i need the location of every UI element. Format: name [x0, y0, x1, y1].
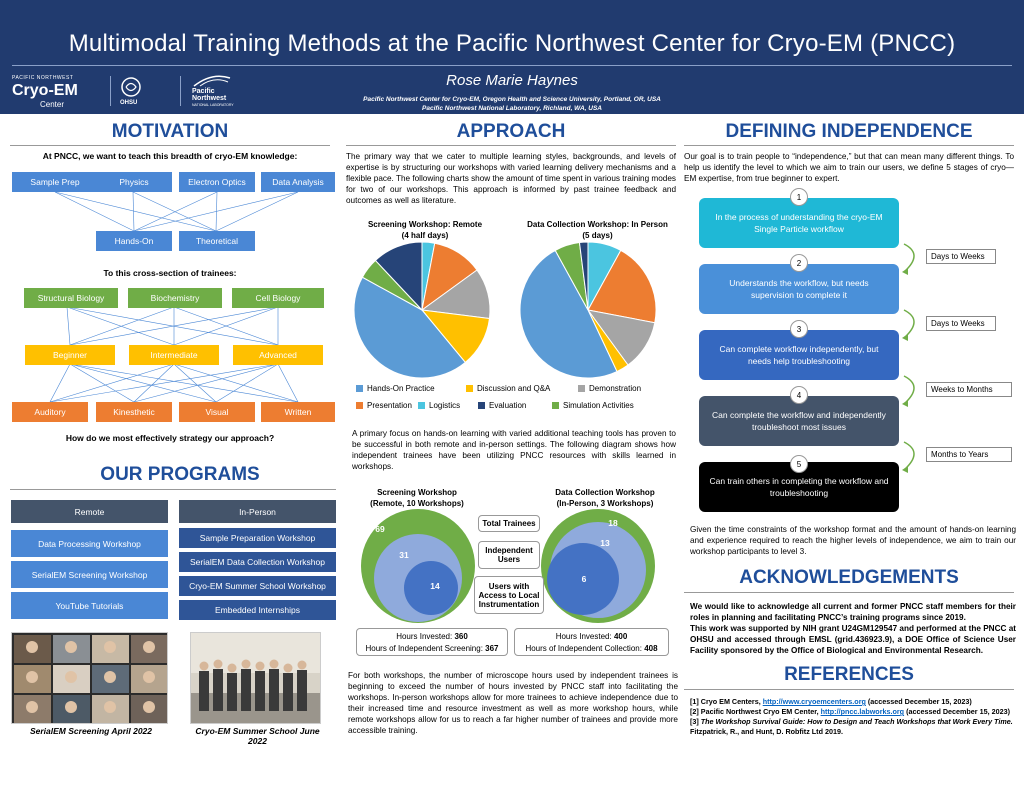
progress-arrows: [900, 240, 930, 480]
motivation-question: How do we most effectively strategy our approach?: [65, 433, 275, 443]
ref3-title: The Workshop Survival Guide: How to Design and Teach Workshops that Work Every Time.: [700, 717, 1013, 726]
pie1-title: [350, 219, 500, 241]
stage-4-number: 4: [790, 386, 808, 404]
independence-conclusion: Given the time constraints of the workshop format and the amount of hands-on learning and experience required to reach the higher levels of independence, we aim to train our workshop participants to level 3.: [690, 525, 1016, 556]
motivation-connectors: [0, 0, 340, 440]
pie2-title-line2: (5 days): [582, 231, 613, 240]
refs-rule: [684, 689, 1014, 690]
legend-label-discussion: Discussion and Q&A: [477, 384, 551, 393]
legend-swatch-presentation: [356, 402, 363, 409]
poster-title: Multimodal Training Methods at the Pacific Northwest Center for Cryo-EM (PNCC): [68, 30, 956, 57]
reference-1: [690, 697, 1016, 707]
topic-physics: Physics: [96, 172, 172, 192]
pie1-title-line1: Screening Workshop: Remote: [367, 220, 483, 229]
venn-label-independent: Independent Users: [478, 541, 540, 569]
trainees-intro: To this cross-section of trainees:: [103, 268, 237, 278]
arrow-1-2: [904, 244, 914, 272]
venn-left-title-line1: Screening Workshop: [377, 488, 457, 497]
pie-screening-remote: [354, 242, 490, 378]
photo-caption-1: SerialEM Screening April 2022: [29, 726, 153, 736]
left-ind-label: Hours of Independent Screening:: [365, 644, 486, 653]
legend-simulation: [552, 401, 664, 410]
ref3-prefix: [3]: [690, 717, 701, 726]
right-ind-label: Hours of Independent Collection:: [525, 644, 645, 653]
logo-pnnl-text-b: Northwest: [192, 95, 227, 102]
legend-presentation: [356, 401, 418, 410]
program-summer-school: Cryo-EM Summer School Workshop: [179, 576, 336, 596]
venn-label-access: Users with Access to Local Instrumentation: [474, 576, 544, 614]
style-visual: Visual: [179, 402, 255, 422]
pie2-title: [515, 219, 680, 241]
stage-1: In the process of understanding the cryo-EM Single Particle workflow: [699, 198, 899, 248]
pie2-title-line1: Data Collection Workshop: In Person: [527, 220, 668, 229]
photo-caption-2: Cryo-EM Summer School June 2022: [195, 726, 320, 746]
field-biochemistry: Biochemistry: [128, 288, 222, 308]
venn-left-title-line2: (Remote, 10 Workshops): [370, 499, 464, 508]
stage-1-number: 1: [790, 188, 808, 206]
ack-text-2: This work was supported by NIH grant U24GM129547 and performed at the PNCC at OHSU and accessed through EMSL (grid.436923.9), a DOE Office of Science User Facility sponsored by the Office of Biological and Environmental Research.: [690, 624, 1016, 655]
ref2-link[interactable]: http://pncc.labworks.org: [820, 707, 905, 716]
program-serialem-data-collection: SerialEM Data Collection Workshop: [179, 552, 336, 572]
left-ind-value: 367: [485, 644, 499, 653]
logo-pncc-top: PACIFIC NORTHWEST: [12, 75, 74, 81]
approach-para-3: For both workshops, the number of microscope hours used by independent trainees is beginning to exceed the number of hours invested by PNCC staff into facilitating the workshops. In-person workshops allow for more trainees to achieve independence due to their increased time and resource investment as well as more workshop hours, while remote workshops allow for us to reach a far higher number of trainees and provide more accessible training.: [348, 671, 678, 735]
pie-legend: [356, 384, 676, 410]
level-intermediate: Intermediate: [129, 345, 219, 365]
venn-left-hours: [356, 628, 508, 656]
programs-rule: [10, 489, 336, 490]
mode-hands-on: Hands-On: [96, 231, 172, 251]
approach-rule: [346, 145, 676, 146]
right-hours-value: 400: [613, 632, 628, 641]
approach-para-2: A primary focus on hands-on learning with varied additional teaching tools has proven to be successful in both remote and in-person settings. The following diagram shows how independent trainees have been utilizing PNCC resources with skills learned in workshops.: [352, 429, 676, 471]
ref3-authors: Fitzpatrick, R., and Hunt, D. Robfitz Ltd 2019.: [690, 727, 843, 736]
venn-label-total: Total Trainees: [478, 515, 540, 532]
legend-swatch-discussion: [466, 385, 473, 392]
stage-5: Can train others in completing the workflow and troubleshooting: [699, 462, 899, 512]
legend-label-simulation: Simulation Activities: [563, 401, 634, 410]
ack-text-1: We would like to acknowledge all current and former PNCC staff members for their roles in planning and facilitating PNCC’s training programs since 2019.: [690, 602, 1016, 622]
programs-heading: OUR PROGRAMS: [100, 464, 260, 485]
author-name: Rose Marie Haynes: [446, 72, 578, 89]
field-cell-biology: Cell Biology: [232, 288, 324, 308]
stage-2-number: 2: [790, 254, 808, 272]
ref2-suffix: (accessed December 15, 2023): [904, 707, 1010, 716]
motivation-intro: At PNCC, we want to teach this breadth of cryo-EM knowledge:: [42, 151, 298, 161]
venn-right-total-value: 18: [608, 518, 618, 528]
reference-3: [690, 717, 1016, 737]
ref1-suffix: (accessed December 15, 2023): [865, 697, 972, 706]
motivation-heading: MOTIVATION: [111, 121, 229, 142]
independence-heading: DEFINING INDEPENDENCE: [725, 121, 973, 142]
pie-data-collection-inperson: [520, 242, 656, 378]
approach-heading: APPROACH: [456, 121, 566, 142]
pie1-title-line2: (4 half days): [401, 231, 449, 240]
logo-pncc-sub: Center: [40, 100, 65, 109]
stage-5-number: 5: [790, 455, 808, 473]
style-auditory: Auditory: [12, 402, 88, 422]
logo-pnnl-text-c: NATIONAL LABORATORY: [192, 103, 234, 107]
venn-left-access-value: 14: [430, 581, 440, 591]
venn-left-title: [352, 487, 482, 509]
stage-2: Understands the workflow, but needs supervision to complete it: [699, 264, 899, 314]
left-hours-label: Hours Invested:: [396, 632, 455, 641]
legend-label-demonstration: Demonstration: [589, 384, 642, 393]
programs-remote-header: Remote: [11, 500, 168, 523]
style-written: Written: [261, 402, 335, 422]
legend-label-hands-on: Hands-On Practice: [367, 384, 435, 393]
summer-school-photo: [190, 632, 321, 724]
arrow-3-4: [904, 376, 914, 404]
programs-inperson-header: In-Person: [179, 500, 336, 523]
logo-pnnl-text-a: Pacific: [192, 88, 215, 95]
topic-data-analysis: Data Analysis: [261, 172, 335, 192]
legend-swatch-demonstration: [578, 385, 585, 392]
legend-logistics: [418, 401, 478, 410]
style-kinesthetic: Kinesthetic: [96, 402, 172, 422]
ack-heading: ACKNOWLEDGEMENTS: [739, 567, 959, 588]
timing-2: Days to Weeks: [926, 316, 996, 331]
venn-right-access-value: 6: [581, 574, 587, 584]
program-sample-prep: Sample Preparation Workshop: [179, 528, 336, 548]
logo-ohsu-text: OHSU: [120, 100, 138, 106]
level-advanced: Advanced: [233, 345, 323, 365]
affiliation-1: Pacific Northwest Center for Cryo-EM, Oregon Health and Science University, Portland, OR, USA: [363, 96, 661, 103]
right-ind-value: 408: [644, 644, 658, 653]
legend-hands-on: [356, 384, 466, 393]
program-serialem-screening: SerialEM Screening Workshop: [11, 561, 168, 588]
legend-label-presentation: Presentation: [367, 401, 412, 410]
venn-left-independent-value: 31: [399, 550, 409, 560]
legend-label-logistics: Logistics: [429, 401, 461, 410]
logo-pncc-main: Cryo-EM: [12, 82, 78, 99]
field-structural-biology: Structural Biology: [24, 288, 118, 308]
venn-right-hours: [514, 628, 669, 656]
independence-intro: Our goal is to train people to “independence,” but that can mean many different things. To help us identify the level to which we aim to train our users, we define 5 stages of cryo—EM expertise, from true beginner to expert.: [684, 152, 1014, 183]
ref1-link[interactable]: http://www.cryoemcenters.org: [762, 697, 866, 706]
topic-electron-optics: Electron Optics: [179, 172, 255, 192]
workshop-pie-charts: [346, 240, 676, 380]
approach-para-1: The primary way that we cater to multiple learning styles, backgrounds, and levels of expertise is by structuring our workshops with varied learning delivery mechanisms and a flexible pace. The following charts show the amount of time spent in various training modes for two of our workshops. This approach is informed by past trainee feedback and outcomes as well as literature.: [346, 152, 676, 205]
legend-label-evaluation: Evaluation: [489, 401, 527, 410]
right-hours-label: Hours Invested:: [555, 632, 614, 641]
venn-left-total-value: 69: [375, 524, 385, 534]
timing-3: Weeks to Months: [926, 382, 1012, 397]
program-data-processing: Data Processing Workshop: [11, 530, 168, 557]
ref1-prefix: [1] Cryo EM Centers,: [690, 697, 763, 706]
legend-demonstration: [578, 384, 668, 393]
arrow-2-3: [904, 310, 914, 338]
ack-rule: [684, 592, 1014, 593]
stage-3: Can complete workflow independently, but needs help troubleshooting: [699, 330, 899, 380]
legend-swatch-hands-on: [356, 385, 363, 392]
timing-1: Days to Weeks: [926, 249, 996, 264]
legend-swatch-simulation: [552, 402, 559, 409]
level-beginner: Beginner: [25, 345, 115, 365]
left-hours-value: 360: [454, 632, 468, 641]
venn-right-title: [535, 487, 675, 509]
venn-right-independent-value: 13: [600, 538, 610, 548]
ref2-prefix: [2] Pacific Northwest Cryo EM Center,: [690, 707, 821, 716]
venn-right-title-line1: Data Collection Workshop: [555, 488, 655, 497]
refs-heading: REFERENCES: [784, 664, 914, 685]
references-list: [690, 697, 1016, 737]
program-embedded-internships: Embedded Internships: [179, 600, 336, 620]
topic-sample-prep: Sample Prep: [12, 172, 98, 192]
arrow-4-5: [904, 442, 914, 470]
legend-swatch-logistics: [418, 402, 425, 409]
venn-right-title-line2: (In-Person, 3 Workshops): [556, 499, 654, 508]
legend-swatch-evaluation: [478, 402, 485, 409]
stage-4: Can complete the workflow and independently troubleshoot most issues: [699, 396, 899, 446]
affiliation-2: Pacific Northwest National Laboratory, Richland, WA, USA: [422, 105, 602, 112]
serialem-screening-photo: [11, 632, 168, 724]
reference-2: [690, 707, 1016, 717]
legend-evaluation: [478, 401, 552, 410]
legend-discussion: [466, 384, 578, 393]
stage-3-number: 3: [790, 320, 808, 338]
independence-rule: [684, 145, 1014, 146]
mode-theoretical: Theoretical: [179, 231, 255, 251]
timing-4: Months to Years: [926, 447, 1012, 462]
program-youtube-tutorials: YouTube Tutorials: [11, 592, 168, 619]
